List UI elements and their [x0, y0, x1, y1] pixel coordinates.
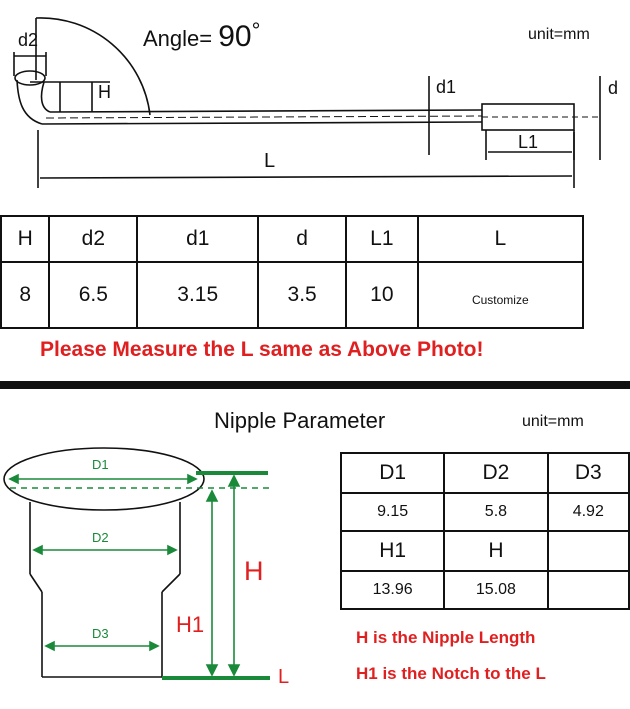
dim-l-label: L — [264, 150, 276, 172]
nipple-parameter-table — [340, 452, 630, 610]
nipple-note-1: H is the Nipple Length — [356, 628, 536, 647]
dim-D2-label: D2 — [92, 530, 109, 545]
table-header-cell: d2 — [49, 216, 137, 262]
table-value-cell: 4.92 — [548, 493, 629, 531]
unit-label-top: unit=mm — [528, 26, 590, 43]
table-header-cell — [548, 531, 629, 571]
table-value-cell: 9.15 — [341, 493, 444, 531]
table-header-cell: d1 — [137, 216, 258, 262]
dim-H1-label: H1 — [176, 612, 205, 637]
dim-d2-label: d2 — [18, 30, 39, 50]
table-header-cell: H1 — [341, 531, 444, 571]
unit-label-bottom: unit=mm — [522, 413, 584, 430]
dim-d-label: d — [608, 78, 619, 98]
table-header-cell: H — [1, 216, 49, 262]
table-value-cell: 15.08 — [444, 571, 547, 609]
table-value-cell: 3.5 — [258, 262, 346, 328]
nipple-diagram — [4, 448, 204, 677]
table-header-cell: L1 — [346, 216, 417, 262]
nipple-title: Nipple Parameter — [214, 408, 386, 433]
dim-h-label: H — [98, 82, 111, 102]
table-value-cell: 5.8 — [444, 493, 547, 531]
measure-note: Please Measure the L same as Above Photo! — [40, 338, 484, 361]
table-value-row — [1, 262, 583, 328]
table-header-row — [1, 216, 583, 262]
table-header-cell: D2 — [444, 453, 547, 493]
dim-d1-label: d1 — [436, 77, 457, 97]
table-value-cell: 8 — [1, 262, 49, 328]
table-header-cell: L — [418, 216, 583, 262]
dim-D3-label: D3 — [92, 626, 109, 641]
table-value-cell — [548, 571, 629, 609]
table-value-cell: 3.15 — [137, 262, 258, 328]
dim-H-label: H — [244, 556, 264, 586]
dim-L-label: L — [278, 666, 290, 688]
angle-arc — [36, 18, 150, 115]
table-header-cell: d — [258, 216, 346, 262]
spoke-parameter-table — [0, 215, 584, 329]
table-value-cell: 13.96 — [341, 571, 444, 609]
table-header-cell: D1 — [341, 453, 444, 493]
table-value-row — [341, 571, 629, 609]
table-value-cell: Customize — [418, 262, 583, 328]
table-header-cell: D3 — [548, 453, 629, 493]
dim-D1-label: D1 — [92, 457, 109, 472]
table-header-cell: H — [444, 531, 547, 571]
table-value-cell: 10 — [346, 262, 417, 328]
table-header-row — [341, 453, 629, 493]
section-divider — [0, 381, 630, 389]
dim-l1-label: L1 — [518, 132, 539, 152]
spoke-head — [15, 71, 45, 85]
table-value-row — [341, 493, 629, 531]
table-header-row — [341, 531, 629, 571]
nipple-note-2: H1 is the Notch to the L — [356, 664, 546, 683]
angle-text: Angle= 90° — [143, 18, 261, 53]
table-value-cell: 6.5 — [49, 262, 137, 328]
